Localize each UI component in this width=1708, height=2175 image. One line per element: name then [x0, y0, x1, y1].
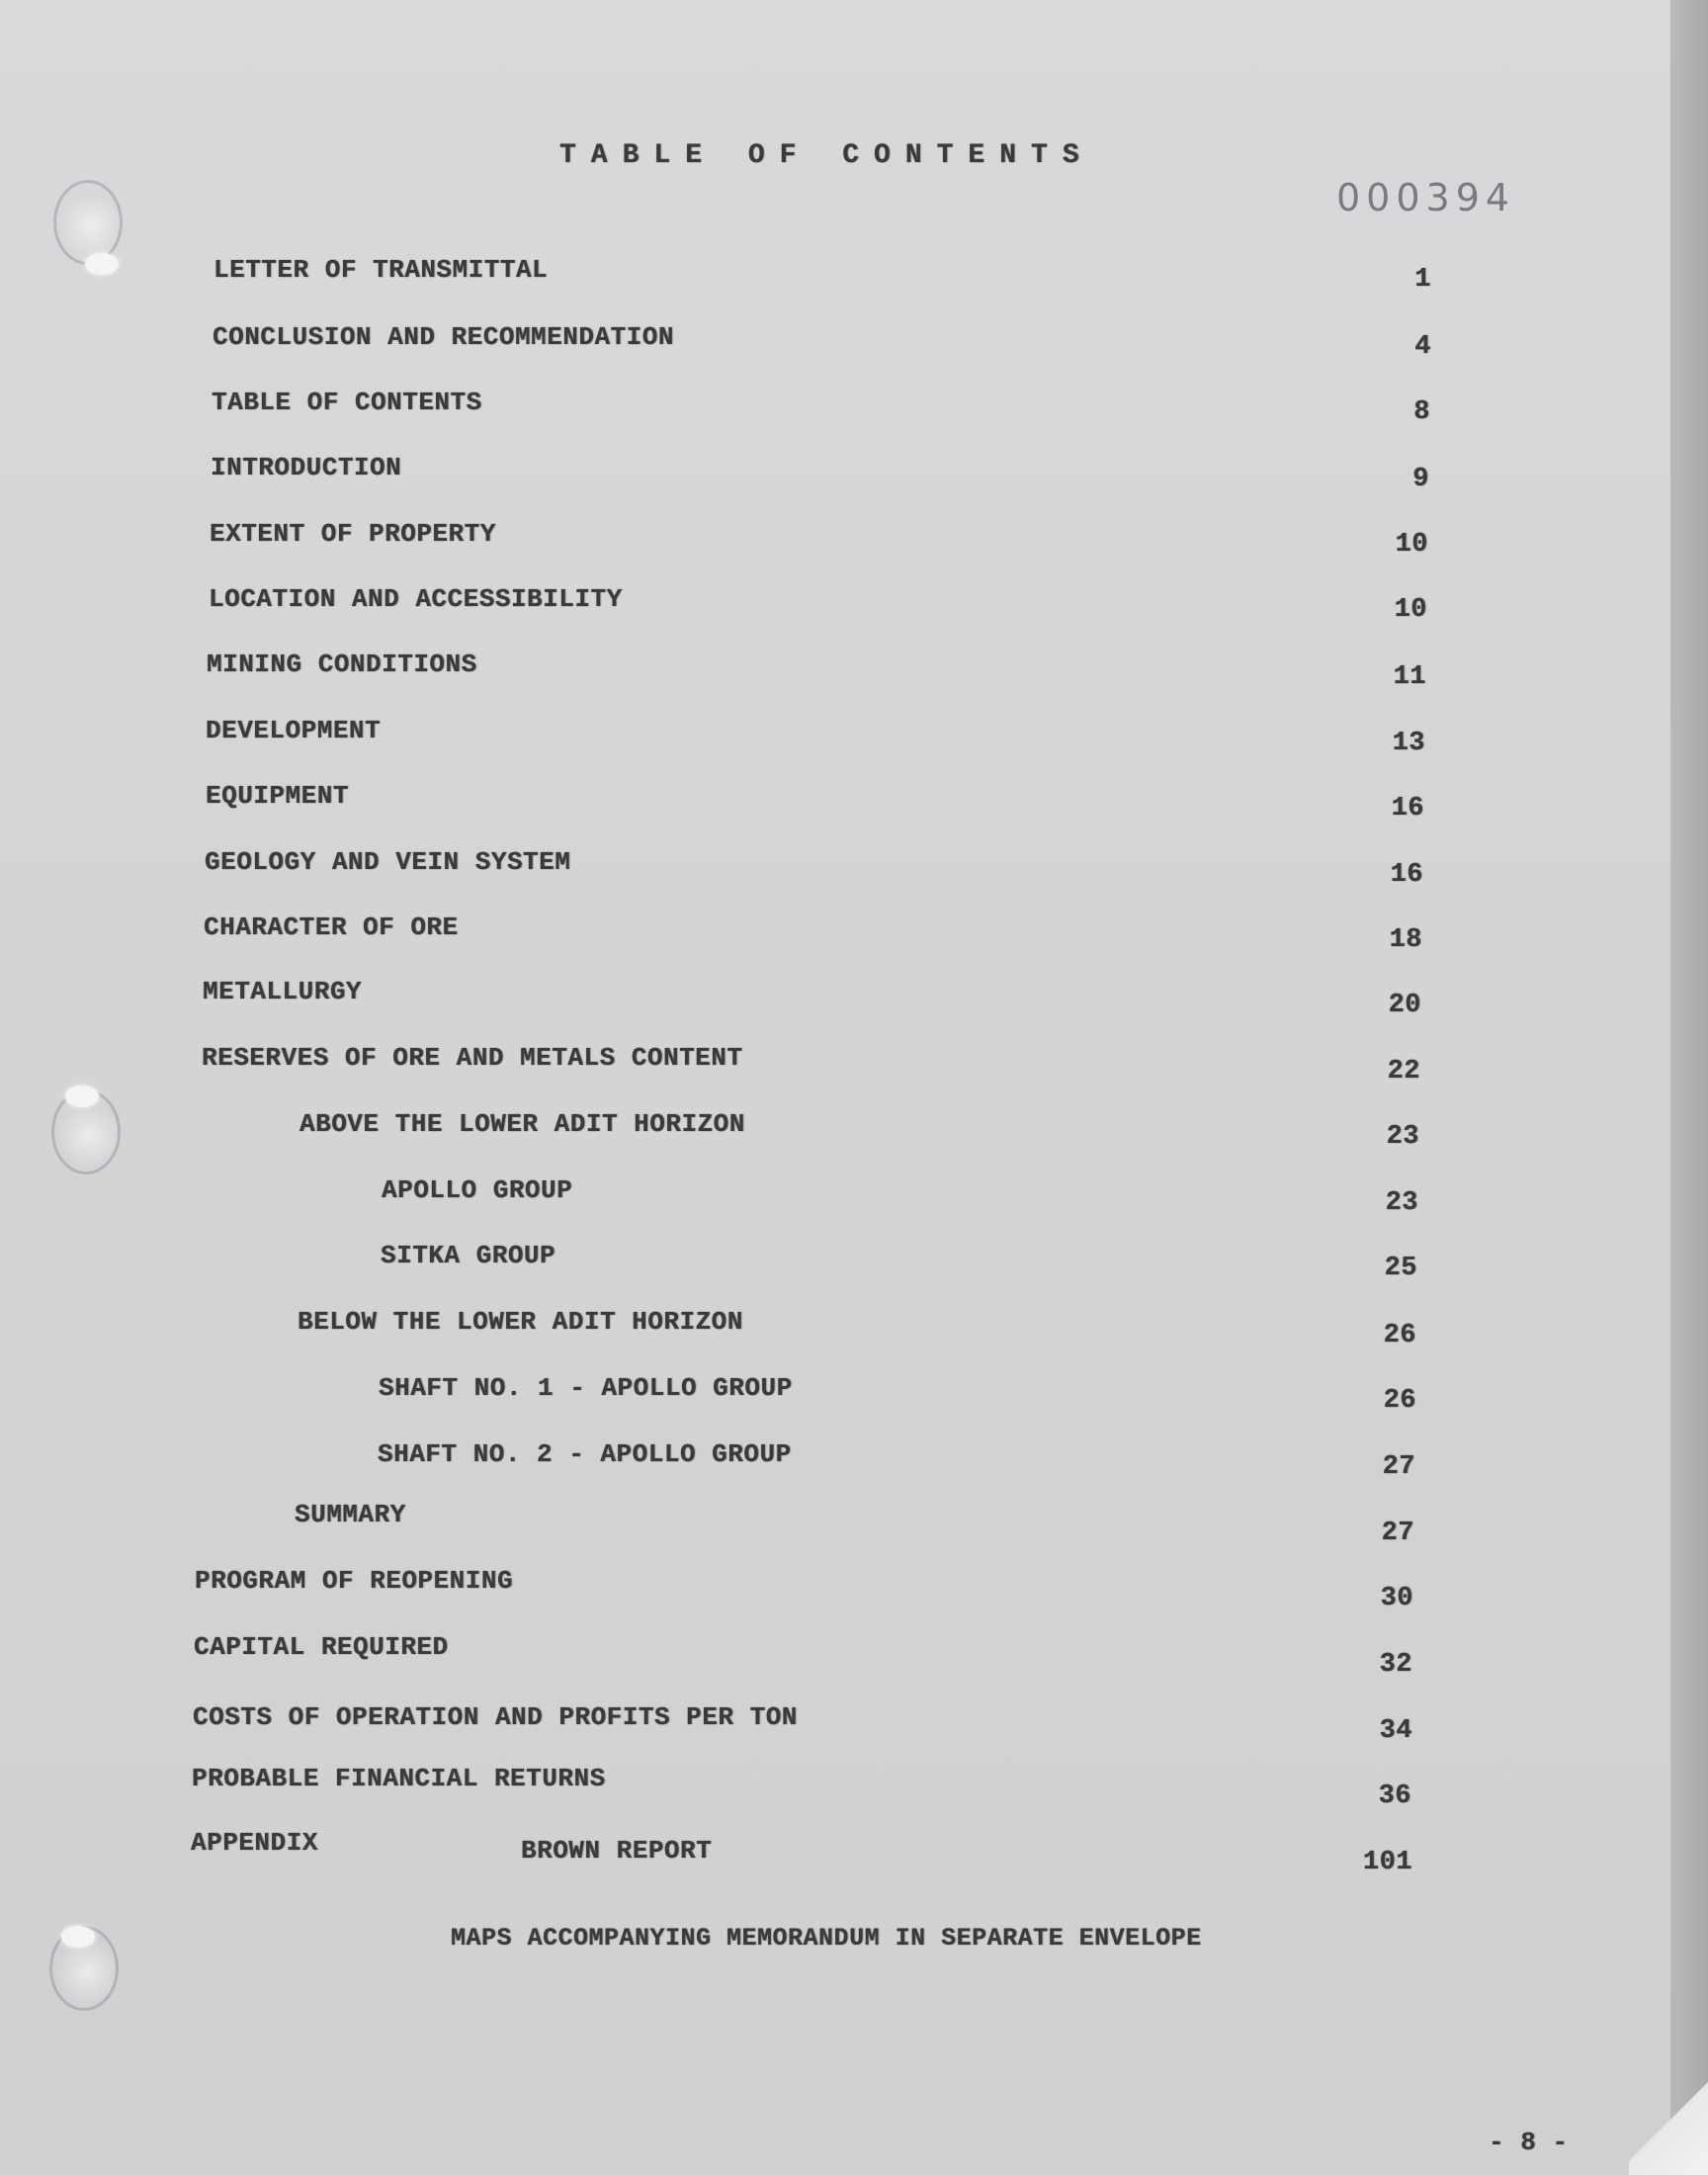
- toc-page-number: 32: [1379, 1650, 1412, 1680]
- toc-page-number: 26: [1383, 1386, 1416, 1416]
- toc-page-number: 30: [1380, 1584, 1413, 1613]
- page-number-footer: - 8 -: [1489, 2128, 1569, 2157]
- toc-page-number: 10: [1395, 530, 1428, 560]
- toc-entry-reserves: RESERVES OF ORE AND METALS CONTENT: [202, 1043, 743, 1073]
- toc-entry-introduction: INTRODUCTION: [211, 453, 402, 482]
- toc-page-number: 101: [1362, 1848, 1412, 1877]
- toc-page-number: 27: [1381, 1519, 1414, 1548]
- toc-entry-mining-conditions: MINING CONDITIONS: [207, 650, 477, 679]
- toc-page-number: 8: [1413, 397, 1430, 427]
- toc-page-number: 23: [1386, 1122, 1419, 1152]
- toc-entry-metallurgy: METALLURGY: [203, 977, 363, 1006]
- document-number-stamp: 000394: [1336, 176, 1516, 219]
- toc-entry-location: LOCATION AND ACCESSIBILITY: [209, 584, 623, 614]
- toc-entry-geology: GEOLOGY AND VEIN SYSTEM: [205, 847, 571, 877]
- toc-entry-letter-of-transmittal: LETTER OF TRANSMITTAL: [214, 255, 549, 285]
- toc-page-number: 22: [1387, 1057, 1420, 1087]
- toc-entry-apollo-group: APOLLO GROUP: [382, 1175, 573, 1205]
- toc-entry-below-lower-adit: BELOW THE LOWER ADIT HORIZON: [298, 1307, 743, 1337]
- punch-hole-glare-middle: [65, 1086, 99, 1107]
- toc-page-number: 10: [1394, 595, 1427, 625]
- toc-entry-equipment: EQUIPMENT: [206, 781, 349, 811]
- toc-page-number: 16: [1390, 860, 1423, 890]
- toc-page-number: 13: [1392, 729, 1425, 758]
- toc-entry-shaft-1: SHAFT NO. 1 - APOLLO GROUP: [379, 1373, 793, 1403]
- page-edge-shadow: [1670, 0, 1708, 2175]
- toc-entry-development: DEVELOPMENT: [206, 716, 382, 745]
- toc-entry-above-lower-adit: ABOVE THE LOWER ADIT HORIZON: [299, 1109, 745, 1139]
- toc-page-number: 18: [1389, 925, 1422, 955]
- toc-entry-shaft-2: SHAFT NO. 2 - APOLLO GROUP: [378, 1439, 792, 1469]
- folded-corner: [1629, 2066, 1708, 2175]
- toc-page-number: 27: [1382, 1452, 1415, 1482]
- toc-page-number: 36: [1378, 1782, 1411, 1811]
- appendix-subtitle: BROWN REPORT: [521, 1836, 713, 1866]
- toc-entry-sitka-group: SITKA GROUP: [381, 1241, 556, 1270]
- maps-note: MAPS ACCOMPANYING MEMORANDUM IN SEPARATE ENVELOPE: [451, 1924, 1202, 1953]
- toc-page-number: 11: [1393, 662, 1426, 692]
- toc-entry-appendix: APPENDIX: [191, 1828, 318, 1858]
- toc-page-number: 26: [1383, 1321, 1416, 1350]
- toc-entry-character-of-ore: CHARACTER OF ORE: [204, 913, 459, 942]
- toc-page-number: 9: [1412, 465, 1429, 494]
- toc-entry-extent-of-property: EXTENT OF PROPERTY: [210, 519, 496, 549]
- toc-entry-costs-of-operation: COSTS OF OPERATION AND PROFITS PER TON: [193, 1702, 798, 1732]
- toc-page-number: 25: [1384, 1254, 1417, 1283]
- toc-entry-summary: SUMMARY: [295, 1500, 406, 1529]
- toc-entry-capital-required: CAPITAL REQUIRED: [194, 1632, 449, 1662]
- toc-page-number: 1: [1414, 265, 1431, 295]
- toc-page-number: 16: [1391, 794, 1424, 824]
- punch-hole-top: [53, 180, 123, 265]
- punch-hole-glare-bottom: [61, 1926, 95, 1948]
- toc-page-number: 20: [1388, 991, 1421, 1020]
- toc-entry-conclusion: CONCLUSION AND RECOMMENDATION: [213, 322, 674, 352]
- punch-hole-glare-top: [85, 253, 119, 275]
- page-title: TABLE OF CONTENTS: [559, 140, 1094, 171]
- toc-page-number: 23: [1385, 1188, 1418, 1218]
- toc-entry-table-of-contents: TABLE OF CONTENTS: [212, 388, 482, 417]
- toc-entry-probable-financial-returns: PROBABLE FINANCIAL RETURNS: [192, 1764, 606, 1793]
- toc-page-number: 4: [1414, 332, 1431, 362]
- toc-entry-program-of-reopening: PROGRAM OF REOPENING: [195, 1566, 514, 1596]
- toc-page-number: 34: [1379, 1716, 1412, 1746]
